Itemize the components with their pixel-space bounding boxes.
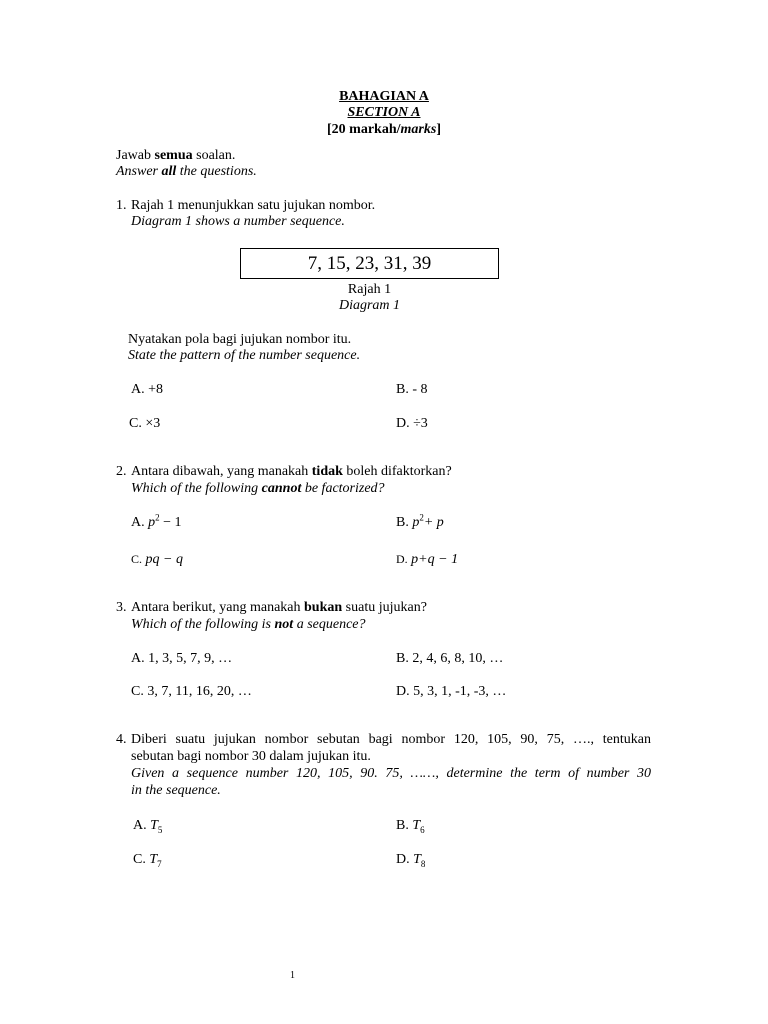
- q1-text-en: Diagram 1 shows a number sequence.: [131, 214, 345, 229]
- q4-text-en-line2: in the sequence.: [131, 783, 221, 798]
- q1-option-d[interactable]: D. ÷3: [396, 416, 428, 431]
- q1-option-a[interactable]: A. +8: [131, 382, 164, 397]
- q2-option-c[interactable]: C. pq − q: [131, 552, 183, 567]
- q1-text-ms: Rajah 1 menunjukkan satu jujukan nombor.: [131, 198, 376, 213]
- q1-sequence-box: 7, 15, 23, 31, 39: [240, 248, 499, 279]
- q3-option-a[interactable]: A. 1, 3, 5, 7, 9, …: [131, 651, 233, 666]
- q2-number: 2.: [116, 464, 127, 479]
- q3-option-d[interactable]: D. 5, 3, 1, -1, -3, …: [396, 684, 507, 699]
- q1-caption-en: Diagram 1: [338, 298, 401, 313]
- section-marks: [20 markah/marks]: [327, 122, 441, 137]
- q4-text-ms-line2: sebutan bagi nombor 30 dalam jujukan itu.: [131, 749, 371, 764]
- q1-number: 1.: [116, 198, 127, 213]
- q1-prompt-en: State the pattern of the number sequence.: [128, 348, 361, 363]
- q4-option-a[interactable]: A. $T_5$: [133, 818, 163, 835]
- q4-text-en-line1: Given a sequence number 120, 105, 90. 75, ……, determine the term of number 30: [131, 766, 651, 781]
- q4-text-ms-line1: Diberi suatu jujukan nombor sebutan bagi nombor 120, 105, 90, 75, …., tentukan: [131, 732, 651, 747]
- q2-text-en: Which of the following cannot be factorized?: [131, 481, 385, 496]
- page-number: 1: [290, 970, 295, 981]
- q3-text-ms: Antara berikut, yang manakah bukan suatu jujukan?: [131, 600, 427, 615]
- q2-option-d[interactable]: D. p+q − 1: [396, 552, 459, 567]
- instruction-ms: Jawab semua soalan.: [116, 148, 236, 163]
- q2-option-b[interactable]: B. $p^2+ p$: [396, 512, 444, 530]
- section-title-en: SECTION A: [347, 105, 421, 120]
- q1-caption-ms: Rajah 1: [347, 282, 392, 297]
- q3-text-en: Which of the following is not a sequence?: [131, 617, 366, 632]
- q1-option-b[interactable]: B. - 8: [396, 382, 428, 397]
- q3-option-c[interactable]: C. 3, 7, 11, 16, 20, …: [131, 684, 252, 699]
- q2-option-a[interactable]: A. $p^2 - 1$: [131, 512, 182, 530]
- q4-option-c[interactable]: C. $T_7$: [133, 852, 162, 869]
- q3-option-b[interactable]: B. 2, 4, 6, 8, 10, …: [396, 651, 504, 666]
- section-title-ms: BAHAGIAN A: [339, 89, 429, 104]
- q1-prompt-ms: Nyatakan pola bagi jujukan nombor itu.: [128, 332, 352, 347]
- q3-number: 3.: [116, 600, 127, 615]
- q4-number: 4.: [116, 732, 127, 747]
- instruction-en: Answer all the questions.: [116, 164, 257, 179]
- q4-option-d[interactable]: D. $T_8$: [396, 852, 426, 869]
- q2-text-ms: Antara dibawah, yang manakah tidak boleh difaktorkan?: [131, 464, 452, 479]
- q1-option-c[interactable]: C. ×3: [129, 416, 161, 431]
- q4-option-b[interactable]: B. $T_6$: [396, 818, 425, 835]
